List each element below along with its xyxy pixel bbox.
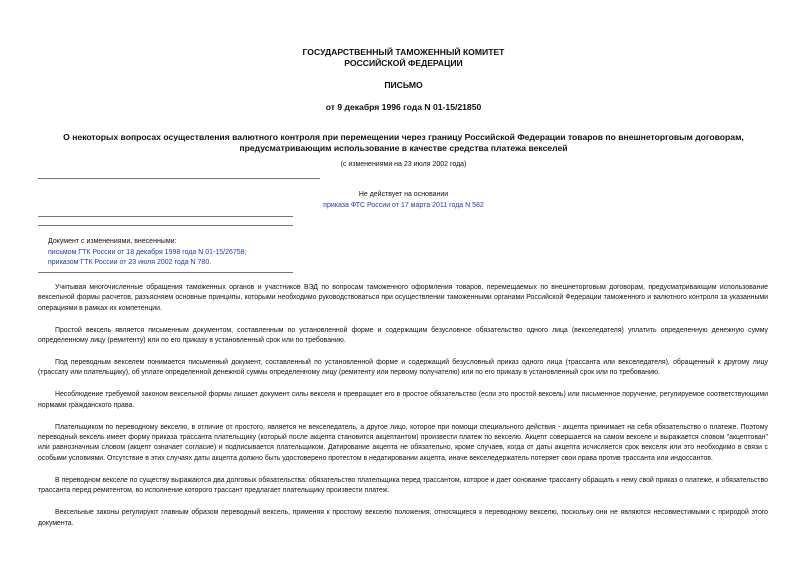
changes-intro: Документ с изменениями, внесенными: [48, 238, 177, 245]
document-title [30, 132, 777, 154]
divider [38, 178, 320, 179]
document-date-number: от 9 декабря 1996 года N 01-15/21850 [325, 102, 482, 112]
issuing-authority [0, 47, 807, 69]
changes-block [48, 237, 247, 269]
authority-line-1: ГОСУДАРСТВЕННЫЙ ТАМОЖЕННЫЙ КОМИТЕТ [302, 47, 505, 57]
title-line-2: предусматривающим использование в качестве средства платежа векселей [239, 143, 568, 153]
paragraph: Вексельные законы регулируют главным образом переводный вексель, применяя к простому векселю положения, относящиеся к переводному векселю, поскольку они не являются несовместимыми с природой этого документа. [38, 509, 768, 527]
title-line-1: О некоторых вопросах осуществления валютного контроля при перемещении через границу Российской Федерации товаров по внешнеторговым договорам, [63, 132, 744, 142]
change-link-2002[interactable]: приказом ГТК России от 23 июля 2002 года N 780. [48, 259, 212, 266]
change-link-1998[interactable]: письмом ГТК России от 18 декабря 1998 года N 01-15/26758; [48, 248, 247, 256]
status-link[interactable]: приказа ФТС России от 17 марта 2011 года N 582 [323, 202, 484, 209]
divider [38, 225, 293, 226]
paragraph: Под переводным векселем понимается письменный документ, составленный по установленной форме и содержащий безусловный приказ одного лица (трассанта или векселедателя), обращенный к другому лицу (трассату или плательщику), об уплате определенной денежной суммы определенному лицу (ремитенту или первому получателю) или по его приказу в установленный срок или по требованию. [38, 359, 768, 377]
document-body [38, 283, 768, 540]
paragraph: Простой вексель является письменным документом, составленным по установленной форме и содержащим безусловное обязательство одного лица (векселедателя) уплатить определенную денежную сумму определенному лицу (ремитенту) или по его приказу в установленный срок или по требованию. [38, 326, 768, 345]
divider [38, 216, 293, 217]
paragraph: В переводном векселе по существу выражаются два долговых обязательства: обязательство плательщика перед трассантом, которое и дает основание трассанту обращать к нему свой приказ о платеже, и обязательство трассанта перед ремитентом, во исполнение которого трассант предлагает плательщику произвести платеж. [38, 476, 768, 495]
paragraph: Несоблюдение требуемой законом вексельной формы лишает документ силы векселя и превращает его в простое обязательство (если это простой вексель) или письменное поручение, регулируемое соответствующими нормами гражданского права. [38, 391, 768, 409]
paragraph: Учитывая многочисленные обращения таможенных органов и участников ВЭД по вопросам таможенного оформления товаров, перемещаемых по внешнеторговым договорам, предусматривающим использование вексельной формы расчетов, разъясняем основные принципы, которыми необходимо руководствоваться при осуществлении таможенными органами Российской Федерации таможенного и валютного контроля за указанными операциями в рамках их компетенции. [38, 284, 768, 312]
status-text: Не действует на основании [358, 191, 449, 198]
status-block [0, 189, 807, 211]
document-type: ПИСЬМО [384, 80, 423, 90]
authority-line-2: РОССИЙСКОЙ ФЕДЕРАЦИИ [344, 58, 463, 68]
amendment-note: (с изменениями на 23 июля 2002 года) [340, 161, 467, 168]
divider [38, 272, 293, 273]
paragraph: Плательщиком по переводному векселю, в отличие от простого, является не векселедатель, а другое лицо, которое при помощи специального действия - акцепта принимает на себя обязательство о платеже. Поэтому переводный вексель имеет форму приказа трассанта плательщику (который после акцепта становится акцептантом) произвести платеж по векселю. Акцепт совершается на самом векселе и выражается словом "акцептован" или равнозначным словом (акцепт означает согласие) и подписывается плательщиком. Датирование акцепта не обязательно, кроме случаев, когда от даты акцепта исчисляется срок векселя или это необходимо в связи с особыми условиями. Отсутствие в этих случаях даты акцепта должно быть удостоверено протестом в недатировании акцепта, иначе векселедержатель потеряет свои права против трассанта или индоссантов. [38, 423, 768, 462]
